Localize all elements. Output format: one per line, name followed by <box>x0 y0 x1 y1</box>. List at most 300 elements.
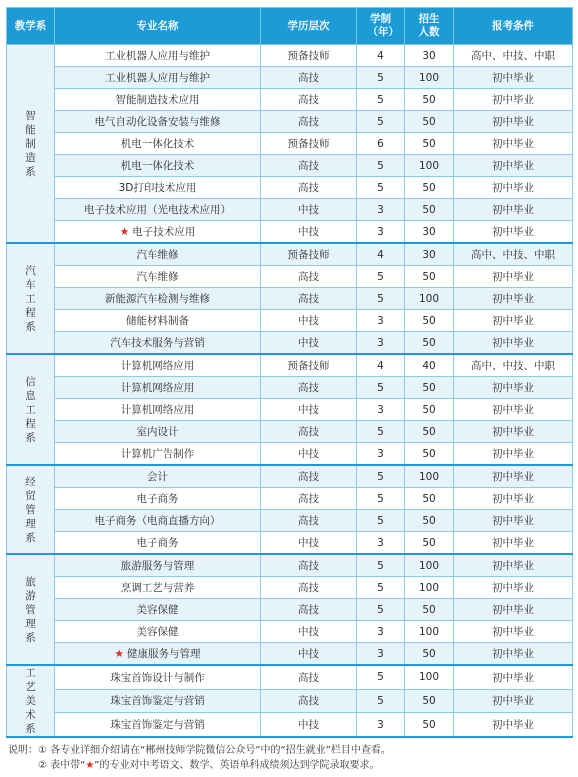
quota-cell <box>405 310 454 332</box>
level-cell <box>261 377 357 399</box>
requirement-text: 初中毕业 <box>492 337 534 349</box>
level-cell <box>261 488 357 510</box>
header-quota <box>405 8 454 45</box>
requirement-cell <box>454 89 573 111</box>
table-row <box>7 421 573 443</box>
quota-text: 30 <box>422 248 436 261</box>
requirement-cell <box>454 689 573 713</box>
requirement-cell <box>454 177 573 199</box>
level-cell <box>261 310 357 332</box>
major-name-cell <box>55 421 261 443</box>
level-text: 高技 <box>298 471 319 483</box>
requirement-text: 初中毕业 <box>492 648 534 660</box>
table-row <box>7 288 573 310</box>
major-name-text: 珠宝首饰鉴定与营销 <box>110 719 205 732</box>
years-text: 5 <box>377 381 384 394</box>
level-text: 中技 <box>298 719 319 732</box>
quota-cell <box>405 288 454 310</box>
requirement-text: 初中毕业 <box>492 94 534 106</box>
quota-text: 50 <box>422 381 436 394</box>
major-name-text: 汽车技术服务与营销 <box>110 337 205 349</box>
years-text: 5 <box>377 603 384 616</box>
years-text: 5 <box>377 159 384 172</box>
level-text: 中技 <box>298 337 319 349</box>
table-header-row <box>7 8 573 45</box>
major-name-text: 电子商务 <box>136 493 179 505</box>
major-name-cell <box>55 465 261 488</box>
major-name-cell <box>55 332 261 355</box>
major-name-text: 健康服务与管理 <box>126 648 201 660</box>
major-name-cell <box>55 266 261 288</box>
years-cell <box>357 443 405 466</box>
requirement-text: 初中毕业 <box>492 626 534 638</box>
quota-cell <box>405 465 454 488</box>
requirement-text: 初中毕业 <box>492 382 534 394</box>
major-name-cell <box>55 67 261 89</box>
major-name-text: 新能源汽车检测与维修 <box>105 293 210 305</box>
quota-text: 100 <box>418 159 440 172</box>
table-row <box>7 443 573 466</box>
years-cell <box>357 133 405 155</box>
quota-text: 50 <box>422 403 436 416</box>
years-cell <box>357 665 405 689</box>
years-cell <box>357 243 405 266</box>
major-name-cell <box>55 133 261 155</box>
years-cell <box>357 554 405 577</box>
requirement-text: 初中毕业 <box>492 315 534 327</box>
quota-cell <box>405 377 454 399</box>
requirement-cell <box>454 665 573 689</box>
notes-block <box>8 743 574 773</box>
requirement-text: 初中毕业 <box>492 426 534 438</box>
years-text: 3 <box>377 647 384 660</box>
major-name-text: 烹调工艺与营养 <box>120 582 195 594</box>
level-text: 预备技师 <box>287 249 330 261</box>
requirement-cell <box>454 266 573 288</box>
years-cell <box>357 510 405 532</box>
years-text: 5 <box>377 559 384 572</box>
major-name-text: 计算机网络应用 <box>120 404 195 416</box>
level-cell <box>261 554 357 577</box>
level-cell <box>261 443 357 466</box>
years-text: 3 <box>377 403 384 416</box>
years-cell <box>357 713 405 737</box>
header-quota-text: 招生人数 <box>418 13 440 38</box>
major-name-text: 电气自动化设备安装与维修 <box>94 116 221 128</box>
level-text: 高技 <box>298 116 319 128</box>
major-name-text: 美容保健 <box>136 604 179 616</box>
requirement-cell <box>454 111 573 133</box>
table-row <box>7 554 573 577</box>
level-text: 高技 <box>298 493 319 505</box>
level-text: 高技 <box>298 293 319 305</box>
note-2-text-before: ② 表中带“ <box>38 760 86 771</box>
level-cell <box>261 599 357 621</box>
quota-text: 50 <box>422 718 436 731</box>
table-row <box>7 577 573 599</box>
requirement-text: 高中、中技、中职 <box>471 249 555 261</box>
quota-text: 50 <box>422 314 436 327</box>
quota-cell <box>405 510 454 532</box>
requirement-text: 初中毕业 <box>492 116 534 128</box>
table-row <box>7 689 573 713</box>
table-row <box>7 199 573 221</box>
quota-text: 50 <box>422 181 436 194</box>
major-name-cell <box>55 689 261 713</box>
years-cell <box>357 221 405 244</box>
quota-cell <box>405 266 454 288</box>
table-row <box>7 155 573 177</box>
table-row <box>7 266 573 288</box>
requirement-text: 初中毕业 <box>492 160 534 172</box>
years-text: 5 <box>377 181 384 194</box>
requirement-text: 初中毕业 <box>492 604 534 616</box>
table-row <box>7 67 573 89</box>
department-cell <box>7 243 55 354</box>
level-cell <box>261 510 357 532</box>
quota-cell <box>405 67 454 89</box>
table-row <box>7 221 573 244</box>
requirement-text: 初中毕业 <box>492 72 534 84</box>
table-row <box>7 310 573 332</box>
quota-text: 50 <box>422 115 436 128</box>
major-name-cell <box>55 288 261 310</box>
quota-cell <box>405 488 454 510</box>
level-text: 高技 <box>298 515 319 527</box>
requirement-text: 初中毕业 <box>492 271 534 283</box>
major-name-cell <box>55 577 261 599</box>
major-name-cell <box>55 199 261 221</box>
years-cell <box>357 599 405 621</box>
table-row <box>7 45 573 67</box>
quota-cell <box>405 399 454 421</box>
quota-cell <box>405 421 454 443</box>
years-text: 4 <box>377 248 384 261</box>
years-cell <box>357 199 405 221</box>
department-cell <box>7 665 55 737</box>
header-requirement: 报考条件 <box>454 8 573 45</box>
requirement-cell <box>454 532 573 555</box>
requirement-cell <box>454 713 573 737</box>
requirement-cell <box>454 67 573 89</box>
quota-cell <box>405 713 454 737</box>
major-name-cell <box>55 399 261 421</box>
level-text: 预备技师 <box>287 360 330 372</box>
years-cell <box>357 643 405 666</box>
level-cell <box>261 199 357 221</box>
major-name-text: 计算机广告制作 <box>120 448 195 460</box>
header-level: 学历层次 <box>261 8 357 45</box>
years-text: 5 <box>377 292 384 305</box>
quota-text: 100 <box>418 292 440 305</box>
years-text: 3 <box>377 625 384 638</box>
requirement-cell <box>454 399 573 421</box>
major-name-text: 电子技术应用 <box>132 226 196 238</box>
requirement-text: 初中毕业 <box>492 204 534 216</box>
requirement-text: 初中毕业 <box>492 182 534 194</box>
department-cell <box>7 45 55 244</box>
majors-table <box>6 7 573 738</box>
years-text: 5 <box>377 581 384 594</box>
requirement-cell <box>454 354 573 377</box>
quota-cell <box>405 689 454 713</box>
level-cell <box>261 111 357 133</box>
years-cell <box>357 465 405 488</box>
table-row <box>7 510 573 532</box>
level-cell <box>261 89 357 111</box>
years-cell <box>357 399 405 421</box>
years-text: 5 <box>377 270 384 283</box>
level-cell <box>261 67 357 89</box>
level-text: 高技 <box>298 382 319 394</box>
major-name-text: 工业机器人应用与维护 <box>105 72 210 84</box>
requirement-text: 初中毕业 <box>492 493 534 505</box>
table-row <box>7 354 573 377</box>
quota-cell <box>405 665 454 689</box>
quota-text: 30 <box>422 49 436 62</box>
years-cell <box>357 488 405 510</box>
years-text: 3 <box>377 225 384 238</box>
major-name-text: 电子技术应用（光电技术应用） <box>84 204 231 216</box>
major-name-text: 美容保健 <box>136 626 179 638</box>
quota-text: 50 <box>422 336 436 349</box>
quota-cell <box>405 155 454 177</box>
level-cell <box>261 689 357 713</box>
level-text: 高技 <box>298 182 319 194</box>
major-name-cell <box>55 310 261 332</box>
level-text: 高技 <box>298 271 319 283</box>
table-row <box>7 332 573 355</box>
years-cell <box>357 266 405 288</box>
table-row <box>7 643 573 666</box>
table-row <box>7 177 573 199</box>
major-name-cell <box>55 510 261 532</box>
requirement-cell <box>454 155 573 177</box>
requirement-text: 初中毕业 <box>492 448 534 460</box>
level-cell <box>261 713 357 737</box>
requirement-cell <box>454 621 573 643</box>
level-text: 中技 <box>298 204 319 216</box>
header-dept: 教学系 <box>7 8 55 45</box>
quota-text: 50 <box>422 694 436 707</box>
level-text: 中技 <box>298 315 319 327</box>
department-cell <box>7 554 55 665</box>
requirement-cell <box>454 643 573 666</box>
department-cell <box>7 354 55 465</box>
quota-text: 100 <box>418 671 440 684</box>
years-cell <box>357 689 405 713</box>
level-cell <box>261 177 357 199</box>
quota-text: 100 <box>418 470 440 483</box>
years-text: 3 <box>377 536 384 549</box>
major-name-text: 机电一体化技术 <box>120 160 195 172</box>
department-cell <box>7 465 55 554</box>
requirement-text: 初中毕业 <box>492 515 534 527</box>
requirement-cell <box>454 554 573 577</box>
years-cell <box>357 621 405 643</box>
years-text: 6 <box>377 137 384 150</box>
level-text: 高技 <box>298 604 319 616</box>
requirement-cell <box>454 133 573 155</box>
header-years-text: 学制（年） <box>367 13 399 38</box>
requirement-text: 初中毕业 <box>492 293 534 305</box>
quota-text: 50 <box>422 425 436 438</box>
years-cell <box>357 332 405 355</box>
level-text: 预备技师 <box>287 50 330 62</box>
level-text: 中技 <box>298 448 319 460</box>
table-row <box>7 488 573 510</box>
requirement-cell <box>454 199 573 221</box>
quota-cell <box>405 554 454 577</box>
years-text: 5 <box>377 71 384 84</box>
quota-text: 50 <box>422 447 436 460</box>
requirement-cell <box>454 310 573 332</box>
level-text: 高技 <box>298 560 319 572</box>
years-text: 5 <box>377 514 384 527</box>
major-name-cell <box>55 177 261 199</box>
years-text: 5 <box>377 93 384 106</box>
major-name-cell <box>55 243 261 266</box>
years-cell <box>357 532 405 555</box>
level-cell <box>261 643 357 666</box>
quota-cell <box>405 443 454 466</box>
major-name-cell <box>55 621 261 643</box>
quota-cell <box>405 111 454 133</box>
requirement-cell <box>454 377 573 399</box>
quota-cell <box>405 199 454 221</box>
major-name-text: 电子商务（电商直播方向） <box>94 515 221 527</box>
years-text: 4 <box>377 359 384 372</box>
requirement-text: 初中毕业 <box>492 719 534 732</box>
quota-text: 50 <box>422 93 436 106</box>
years-text: 5 <box>377 470 384 483</box>
quota-text: 50 <box>422 137 436 150</box>
table-row <box>7 599 573 621</box>
level-cell <box>261 288 357 310</box>
table-row <box>7 89 573 111</box>
level-cell <box>261 133 357 155</box>
quota-text: 30 <box>422 225 436 238</box>
major-name-cell <box>55 45 261 67</box>
department-name: 旅游管理系 <box>25 575 36 644</box>
star-icon: ★ <box>119 226 130 238</box>
years-text: 3 <box>377 203 384 216</box>
requirement-cell <box>454 45 573 67</box>
quota-text: 50 <box>422 203 436 216</box>
years-text: 5 <box>377 115 384 128</box>
major-name-text: 3D打印技术应用 <box>118 182 197 194</box>
requirement-cell <box>454 465 573 488</box>
level-text: 高技 <box>298 582 319 594</box>
level-text: 高技 <box>298 160 319 172</box>
major-name-text: 智能制造技术应用 <box>115 94 200 106</box>
department-name: 工艺美术系 <box>25 667 36 735</box>
table-row <box>7 377 573 399</box>
quota-text: 100 <box>418 559 440 572</box>
major-name-cell <box>55 89 261 111</box>
years-cell <box>357 45 405 67</box>
level-cell <box>261 354 357 377</box>
major-name-text: 计算机网络应用 <box>120 360 195 372</box>
requirement-cell <box>454 599 573 621</box>
quota-cell <box>405 599 454 621</box>
years-cell <box>357 177 405 199</box>
quota-cell <box>405 177 454 199</box>
quota-cell <box>405 621 454 643</box>
requirement-cell <box>454 421 573 443</box>
years-cell <box>357 111 405 133</box>
requirement-cell <box>454 243 573 266</box>
level-cell <box>261 532 357 555</box>
requirement-text: 初中毕业 <box>492 537 534 549</box>
level-cell <box>261 155 357 177</box>
note-prefix: 说明： <box>8 745 38 756</box>
level-text: 高技 <box>298 94 319 106</box>
years-text: 5 <box>377 694 384 707</box>
quota-text: 100 <box>418 71 440 84</box>
note-line-1 <box>8 743 574 758</box>
level-text: 高技 <box>298 671 319 684</box>
major-name-text: 旅游服务与管理 <box>120 560 195 572</box>
note-2-text-after: ”的专业对中考语文、数学、英语单科成绩须达到学院录取要求。 <box>94 760 380 771</box>
major-name-cell <box>55 554 261 577</box>
quota-text: 50 <box>422 514 436 527</box>
major-name-cell <box>55 488 261 510</box>
major-name-text: 计算机网络应用 <box>120 382 195 394</box>
major-name-text: 工业机器人应用与维护 <box>105 50 210 62</box>
years-text: 3 <box>377 314 384 327</box>
quota-text: 100 <box>418 581 440 594</box>
major-name-cell <box>55 155 261 177</box>
majors-table-wrapper <box>6 7 572 738</box>
level-cell <box>261 621 357 643</box>
years-cell <box>357 288 405 310</box>
major-name-cell <box>55 713 261 737</box>
table-row <box>7 111 573 133</box>
level-cell <box>261 421 357 443</box>
quota-text: 50 <box>422 536 436 549</box>
years-cell <box>357 377 405 399</box>
table-row <box>7 532 573 555</box>
level-cell <box>261 266 357 288</box>
quota-cell <box>405 221 454 244</box>
years-cell <box>357 354 405 377</box>
table-row <box>7 665 573 689</box>
years-text: 5 <box>377 425 384 438</box>
level-text: 高技 <box>298 695 319 708</box>
quota-text: 50 <box>422 492 436 505</box>
level-text: 中技 <box>298 226 319 238</box>
table-row <box>7 713 573 737</box>
level-text: 中技 <box>298 626 319 638</box>
years-text: 3 <box>377 718 384 731</box>
quota-cell <box>405 243 454 266</box>
major-name-cell <box>55 354 261 377</box>
years-text: 5 <box>377 492 384 505</box>
requirement-text: 初中毕业 <box>492 695 534 708</box>
requirement-text: 初中毕业 <box>492 471 534 483</box>
major-name-cell <box>55 221 261 244</box>
requirement-text: 高中、中技、中职 <box>471 360 555 372</box>
major-name-text: 珠宝首饰鉴定与营销 <box>110 695 205 708</box>
years-cell <box>357 67 405 89</box>
major-name-text: 汽车维修 <box>136 271 179 283</box>
level-cell <box>261 399 357 421</box>
major-name-cell <box>55 532 261 555</box>
quota-text: 50 <box>422 603 436 616</box>
requirement-cell <box>454 288 573 310</box>
requirement-text: 高中、中技、中职 <box>471 50 555 62</box>
